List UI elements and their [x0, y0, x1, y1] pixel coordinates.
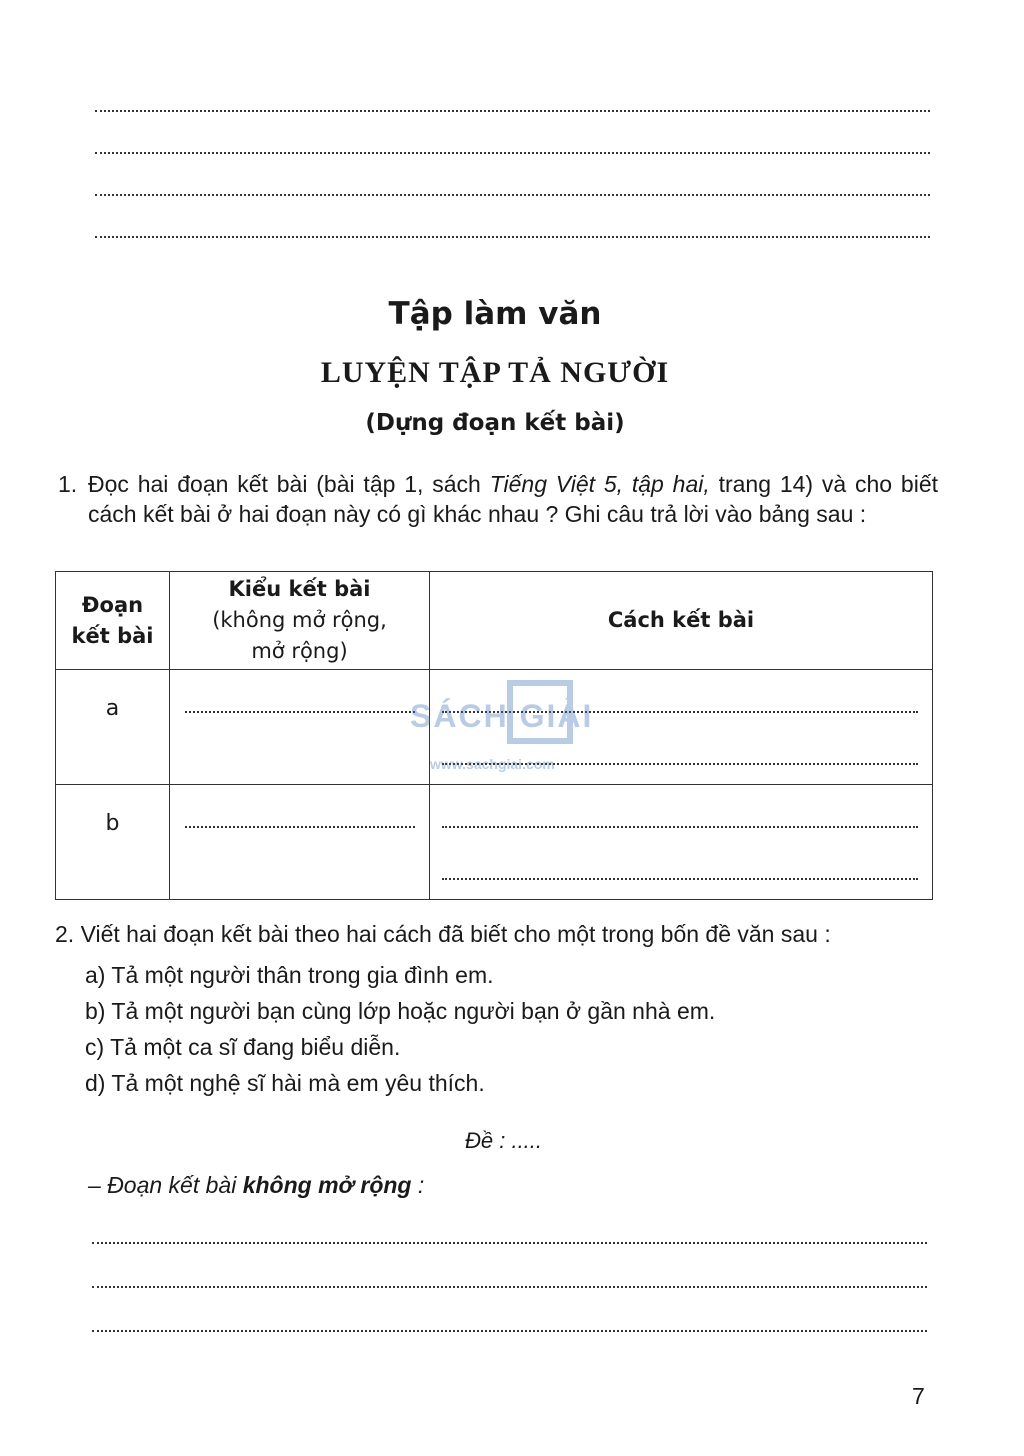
ending-instruction: – Đoạn kết bài không mở rộng : [88, 1172, 425, 1198]
answer-cell[interactable] [170, 670, 430, 785]
section-title: Tập làm văn [388, 296, 602, 332]
watermark-logo [410, 680, 630, 780]
header-kieu-ket-bai: Kiểu kết bài (không mở rộng, mở rộng) [170, 572, 430, 670]
exercise-1-number: 1. [58, 471, 78, 497]
exercise-2-text: 2. Viết hai đoạn kết bài theo hai cách đã biết cho một trong bốn đề văn sau : [55, 921, 831, 947]
answer-line [95, 110, 930, 112]
row-label: b [56, 785, 170, 900]
watermark-brand: SÁCH GIẢI [410, 698, 594, 734]
exercise-2-option: c) Tả một ca sĩ đang biểu diễn. [85, 1034, 401, 1060]
watermark-url: www.sachgiai.com [430, 756, 555, 772]
book-title: Tiếng Việt 5, tập hai, [489, 471, 710, 497]
answer-line[interactable] [92, 1242, 927, 1244]
page-number: 7 [912, 1383, 925, 1409]
row-label: a [56, 670, 170, 785]
table-row [56, 785, 933, 900]
exercise-2-option: d) Tả một nghệ sĩ hài mà em yêu thích. [85, 1070, 485, 1096]
answer-line[interactable] [92, 1286, 927, 1288]
header-cach-ket-bai: Cách kết bài [430, 572, 933, 670]
section-subtitle: LUYỆN TẬP TẢ NGƯỜI [320, 356, 670, 389]
exercise-2-option: b) Tả một người bạn cùng lớp hoặc người bạn ở gần nhà em. [85, 998, 716, 1024]
answer-cell[interactable] [430, 785, 933, 900]
section-topic: (Dựng đoạn kết bài) [365, 410, 625, 436]
table-header-row [56, 572, 933, 670]
answer-line[interactable] [92, 1330, 927, 1332]
exercise-2-option: a) Tả một người thân trong gia đình em. [85, 962, 494, 988]
answer-line [95, 236, 930, 238]
exercise-1 [58, 469, 938, 529]
header-doan-ket-bai: Đoạn kết bài [56, 572, 170, 670]
answer-line [95, 152, 930, 154]
exercise-1-text: Đọc hai đoạn kết bài (bài tập 1, sách Tiếng Việt 5, tập hai, trang 14) và cho biết cách kết bài ở hai đoạn này có gì khác nhau ? Ghi câu trả lời vào bảng sau : [88, 471, 938, 527]
de-label: Đề : ..... [465, 1128, 543, 1153]
answer-line [95, 194, 930, 196]
answer-cell[interactable] [170, 785, 430, 900]
